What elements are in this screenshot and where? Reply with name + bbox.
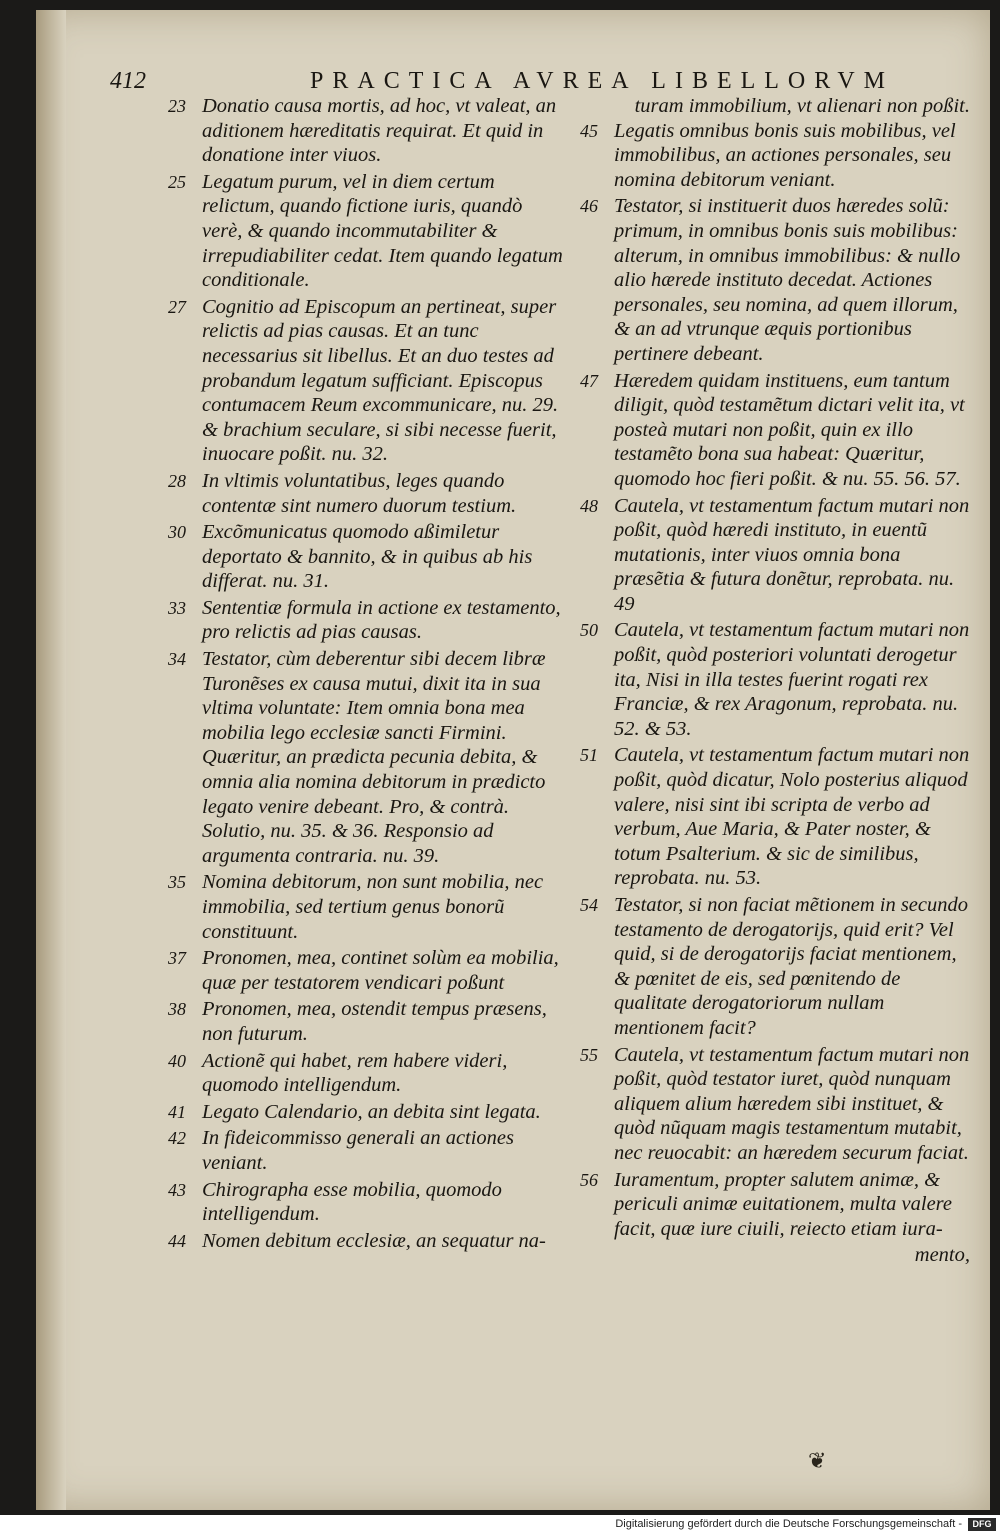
index-entry [168,295,566,467]
entry-number: 37 [168,948,186,969]
index-entry [580,494,970,617]
entry-number: 48 [580,495,598,516]
left-index-column [168,94,566,1255]
entry-number: 23 [168,96,186,116]
entry-number: 35 [168,872,186,893]
entry-number: 43 [168,1179,186,1200]
index-entry [168,1229,566,1254]
entry-number: 33 [168,597,186,618]
index-entry [168,870,566,944]
entry-number: 50 [580,620,598,641]
entry-text: Nomina debitorum, non sunt mobilia, nec immobilia, sed tertium genus bonorũ constituunt. [202,871,544,943]
entry-number: 28 [168,470,186,491]
index-entry [168,596,566,645]
entry-number: 47 [580,370,598,391]
digitization-footer [0,1515,1000,1535]
index-entry [168,1126,566,1175]
index-entry [168,520,566,594]
entry-number: 56 [580,1169,598,1190]
entry-text: Hæredem quidam instituens, eum tantum diligit, quòd testamẽtum dictari velit ita, vt posteà mutari non poßit, quin ex illo testamẽto bona sua habeat: Quæritur, quomodo hoc fieri poßit. & nu. 55. 56. 57. [614,369,965,490]
entry-text: Cautela, vt testamentum factum mutari non poßit, quòd posteriori voluntati derogetur ita, Nisi in illa testes fuerint rogati rex Franciæ, & rex Aragonum, reprobata. nu. 52. & 53. [614,619,970,740]
entry-text: In vltimis voluntatibus, leges quando contentæ sint numero duorum testium. [202,469,517,517]
index-entry [580,119,970,193]
index-entry [168,647,566,868]
entry-number: 46 [580,196,598,217]
entry-text: Excõmunicatus quomodo aßimiletur deportato & bannito, & in quibus ab his differat. nu. 31. [202,521,533,593]
entry-text: Actionẽ qui habet, rem habere videri, quomodo intelligendum. [202,1049,508,1097]
entry-text: Legato Calendario, an debita sint legata. [202,1100,541,1123]
entry-number: 55 [580,1044,598,1065]
entry-number: 45 [580,120,598,141]
entry-text: Legatum purum, vel in diem certum relictum, quando fictione iuris, quandò verè, & quando incommutabiliter & irrepudiabiliter cedat. Item quando legatum conditionale. [202,170,563,292]
running-title: PRACTICA AVREA LIBELLORVM [310,68,895,94]
dfg-logo: DFG [968,1518,996,1531]
entry-text: Iuramentum, propter salutem animæ, & periculi animæ euitationem, multa valere facit, quæ iure ciuili, reiecto etiam iura- [614,1168,952,1240]
entry-text: Sententiæ formula in actione ex testamento, pro relictis ad pias causas. [202,596,561,644]
index-entry [580,743,970,891]
index-entry [580,1168,970,1242]
entry-text: Nomen debitum ecclesiæ, an sequatur na- [202,1229,546,1252]
index-entry [168,946,566,995]
entry-number: 30 [168,522,186,543]
right-index-column [580,94,970,1268]
printer-ornament-icon: ❦ [808,1448,827,1473]
index-entry [168,170,566,293]
index-entry [580,618,970,741]
index-entry [580,369,970,492]
entry-number: 54 [580,895,598,915]
footer-credit: Digitalisierung gefördert durch die Deutsche Forschungsgemeinschaft - [615,1518,962,1530]
entry-number: 41 [168,1101,186,1122]
continued-line: mento, [914,1244,970,1267]
index-entry [580,194,970,366]
entry-number: 40 [168,1050,186,1071]
entry-text: Cognitio ad Episcopum an pertineat, super relictis ad pias causas. Et an tunc necessarius sit libellus. Et an duo testes ad probandum legatum sufficiant. Episcopus contumacem Reum excommunicare, nu. 29. & brachium seculare, si sibi necesse fuerit, inuocare poßit. nu. 32. [202,295,559,466]
entry-text: Testator, si non faciat mẽtionem in secundo testamento de derogatorijs, quid erit? Vel quid, si de derogatorijs faciat mentionem, & pœnitet de eis, sed pœnitendo de qualitate derogatoriorum nullam mentionem facit? [614,894,968,1039]
entry-text: Cautela, vt testamentum factum mutari non poßit, quòd testator iuret, quòd nunquam aliquem alium hæredem sibi instituet, & quòd nũquam magis testamentum mutabit, nec reuocabit: an hæredem securum faciat. [614,1043,970,1164]
entry-text: Legatis omnibus bonis suis mobilibus, vel immobilibus, an actiones personales, seu nomina debitorum veniant. [614,119,956,191]
entry-text: Pronomen, mea, ostendit tempus præsens, non futurum. [202,998,547,1045]
entry-text: Pronomen, mea, continet solùm ea mobilia, quæ per testatorem vendicari poßunt [202,947,559,994]
entry-number: 44 [168,1230,186,1251]
folio-number: 412 [110,68,146,94]
entry-number: 25 [168,171,186,192]
entry-text: Testator, si instituerit duos hæredes solũ: primum, in omnibus bonis suis mobilibus: alterum, in omnibus immobilibus: & nullo alio hærede instituto decedat. Actiones personales, seu nomina, ad quem illorum, & an ad vtrunque æquis portionibus pertinere debeant. [614,195,961,365]
entry-text: Cautela, vt testamentum factum mutari non poßit, quòd hæredi instituto, in euentũ mutationis, inter viuos omnia bona præsẽtia & futura donẽtur, reprobata. nu. 49 [614,494,970,615]
index-entry [168,1049,566,1098]
entry-text: Testator, cùm deberentur sibi decem libræ Turonẽses ex causa mutui, dixit ita in sua vltima voluntate: Item omnia bona mea mobilia lego ecclesiæ sancti Firmini. Quæritur, an prædicta pecunia debita, & omnia alia nomina debitorum in prædicto legato venire debeant. Pro, & contrà. Solutio, nu. 35. & 36. Responsio ad argumenta contraria. nu. 39. [202,648,546,867]
entry-text: Chirographa esse mobilia, quomodo intelligendum. [202,1178,502,1226]
index-entry [168,1178,566,1227]
index-entry [168,997,566,1046]
entry-number: 27 [168,296,186,317]
entry-number: 38 [168,999,186,1020]
entry-text: In fideicommisso generali an actiones veniant. [202,1127,515,1174]
continued-line: turam immobilium, vt alienari non poßit. [634,95,970,117]
index-entry [580,1043,970,1166]
entry-text: Donatio causa mortis, ad hoc, vt valeat, an aditionem hæreditatis requirat. Et quid in donatione inter viuos. [202,95,557,167]
entry-text: Cautela, vt testamentum factum mutari non poßit, quòd dicatur, Nolo posterius aliquod valere, nisi sint ibi scripta de verbo ad verbum, Aue Maria, & Pater noster, & totum Psalterium. & sic de similibus, reprobata. nu. 53. [614,744,970,890]
entry-number: 34 [168,649,186,670]
entry-number: 51 [580,745,598,766]
index-entry [168,469,566,518]
index-entry [168,1100,566,1125]
index-entry [168,94,566,168]
index-entry [580,893,970,1041]
page-gutter-shadow [36,10,66,1510]
entry-number: 42 [168,1128,186,1149]
